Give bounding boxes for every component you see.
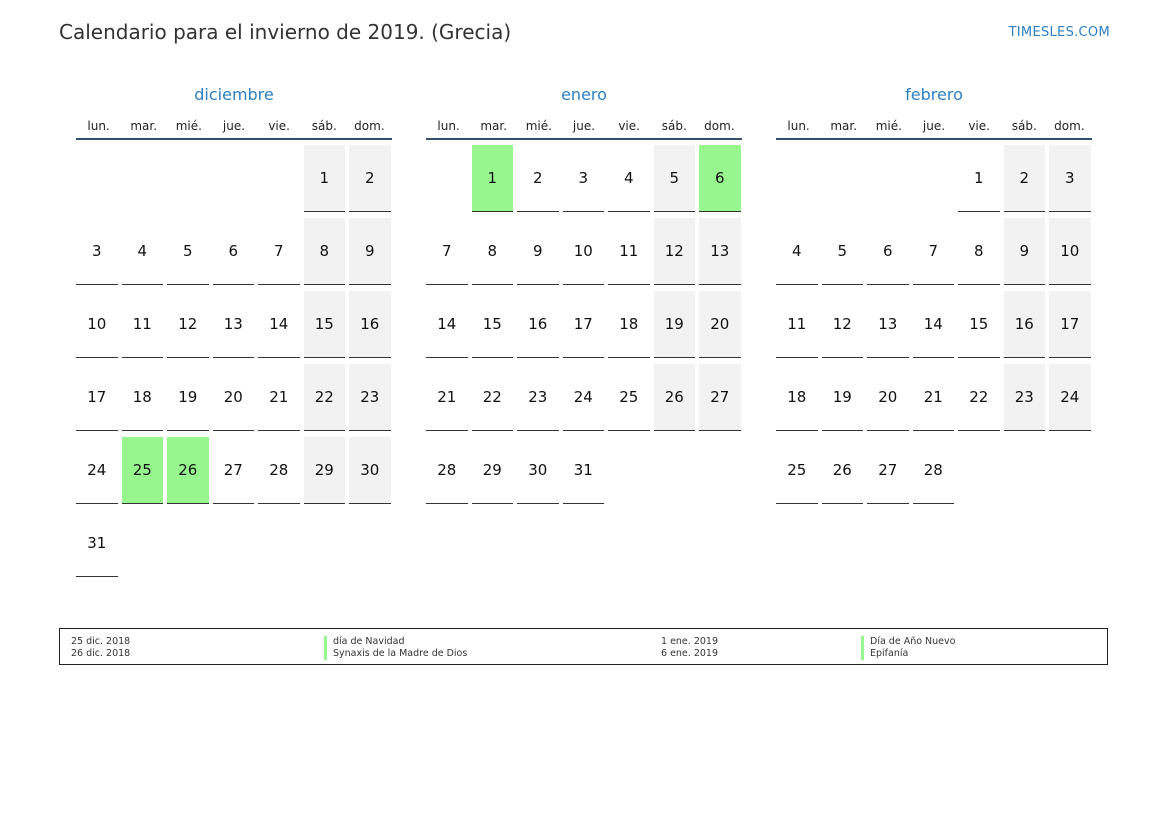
day-cell: 20 xyxy=(867,364,909,431)
days-grid xyxy=(76,140,392,577)
legend-holiday-name: día de Navidad xyxy=(324,636,467,648)
empty-cell xyxy=(867,145,909,212)
day-cell: 9 xyxy=(1004,218,1046,285)
day-cell: 13 xyxy=(699,218,741,285)
day-cell: 6 xyxy=(213,218,255,285)
month-calendar-december xyxy=(76,84,392,577)
day-cell: 4 xyxy=(608,145,650,212)
weekday-label: dom. xyxy=(354,119,385,133)
day-cell: 4 xyxy=(122,218,164,285)
day-cell: 22 xyxy=(958,364,1000,431)
weekday-label: sáb. xyxy=(311,119,337,133)
day-cell: 27 xyxy=(213,437,255,504)
legend-date: 6 ene. 2019 xyxy=(661,648,718,659)
day-cell: 19 xyxy=(167,364,209,431)
empty-cell xyxy=(776,145,818,212)
day-cell: 11 xyxy=(608,218,650,285)
day-cell: 18 xyxy=(122,364,164,431)
day-cell: 3 xyxy=(563,145,605,212)
day-cell: 12 xyxy=(822,291,864,358)
day-cell: 5 xyxy=(654,145,696,212)
weekday-label: mié. xyxy=(875,119,902,133)
legend-date: 26 dic. 2018 xyxy=(71,648,131,659)
day-cell: 9 xyxy=(517,218,559,285)
day-cell: 23 xyxy=(349,364,391,431)
day-cell: 19 xyxy=(822,364,864,431)
day-cell: 12 xyxy=(654,218,696,285)
day-cell: 6 xyxy=(867,218,909,285)
day-cell: 27 xyxy=(867,437,909,504)
month-name: diciembre xyxy=(194,85,274,104)
day-cell: 25 xyxy=(776,437,818,504)
day-cell: 15 xyxy=(958,291,1000,358)
day-cell: 28 xyxy=(426,437,468,504)
weekday-label: vie. xyxy=(968,119,990,133)
day-cell: 24 xyxy=(563,364,605,431)
day-cell: 11 xyxy=(122,291,164,358)
month-name: febrero xyxy=(905,85,963,104)
day-cell: 13 xyxy=(213,291,255,358)
day-cell: 18 xyxy=(608,291,650,358)
holiday-day-cell: 1 xyxy=(472,145,514,212)
day-cell: 27 xyxy=(699,364,741,431)
day-cell: 11 xyxy=(776,291,818,358)
legend-holiday-name: Epifanía xyxy=(861,648,955,660)
days-grid xyxy=(776,140,1092,504)
day-cell: 14 xyxy=(258,291,300,358)
day-cell: 28 xyxy=(913,437,955,504)
day-cell: 7 xyxy=(426,218,468,285)
day-cell: 23 xyxy=(1004,364,1046,431)
days-grid xyxy=(426,140,742,504)
day-cell: 8 xyxy=(958,218,1000,285)
day-cell: 22 xyxy=(472,364,514,431)
day-cell: 19 xyxy=(654,291,696,358)
empty-cell xyxy=(122,145,164,212)
weekday-label: lun. xyxy=(437,119,460,133)
day-cell: 17 xyxy=(1049,291,1091,358)
day-cell: 5 xyxy=(167,218,209,285)
weekday-label: vie. xyxy=(268,119,290,133)
day-cell: 2 xyxy=(1004,145,1046,212)
day-cell: 4 xyxy=(776,218,818,285)
day-cell: 16 xyxy=(517,291,559,358)
holiday-day-cell: 25 xyxy=(122,437,164,504)
day-cell: 24 xyxy=(76,437,118,504)
day-cell: 15 xyxy=(304,291,346,358)
month-calendar-january xyxy=(426,84,742,504)
day-cell: 25 xyxy=(608,364,650,431)
day-cell: 17 xyxy=(563,291,605,358)
page-title: Calendario para el invierno de 2019. (Grecia) xyxy=(59,20,512,44)
day-cell: 15 xyxy=(472,291,514,358)
day-cell: 30 xyxy=(517,437,559,504)
day-cell: 7 xyxy=(913,218,955,285)
day-cell: 20 xyxy=(699,291,741,358)
day-cell: 2 xyxy=(517,145,559,212)
empty-cell xyxy=(258,145,300,212)
day-cell: 17 xyxy=(76,364,118,431)
day-cell: 18 xyxy=(776,364,818,431)
day-cell: 9 xyxy=(349,218,391,285)
day-cell: 1 xyxy=(958,145,1000,212)
day-cell: 8 xyxy=(472,218,514,285)
day-cell: 30 xyxy=(349,437,391,504)
weekday-label: mar. xyxy=(480,119,508,133)
weekday-label: jue. xyxy=(922,119,946,133)
weekday-header xyxy=(776,114,1092,140)
weekday-label: mié. xyxy=(525,119,552,133)
empty-cell xyxy=(76,145,118,212)
weekday-label: lun. xyxy=(87,119,110,133)
day-cell: 16 xyxy=(349,291,391,358)
legend-names-right xyxy=(861,636,955,660)
legend-dates-left xyxy=(71,636,130,660)
site-link[interactable]: TIMESLES.COM xyxy=(1008,25,1110,40)
weekday-label: jue. xyxy=(222,119,246,133)
day-cell: 22 xyxy=(304,364,346,431)
weekday-label: mié. xyxy=(175,119,202,133)
holiday-day-cell: 6 xyxy=(699,145,741,212)
day-cell: 3 xyxy=(76,218,118,285)
weekday-label: lun. xyxy=(787,119,810,133)
month-name: enero xyxy=(561,85,607,104)
day-cell: 7 xyxy=(258,218,300,285)
day-cell: 24 xyxy=(1049,364,1091,431)
day-cell: 12 xyxy=(167,291,209,358)
weekday-label: vie. xyxy=(618,119,640,133)
day-cell: 14 xyxy=(913,291,955,358)
day-cell: 8 xyxy=(304,218,346,285)
weekday-label: mar. xyxy=(130,119,158,133)
empty-cell xyxy=(167,145,209,212)
day-cell: 20 xyxy=(213,364,255,431)
legend-date: 25 dic. 2018 xyxy=(71,636,131,647)
day-cell: 13 xyxy=(867,291,909,358)
empty-cell xyxy=(913,145,955,212)
day-cell: 3 xyxy=(1049,145,1091,212)
day-cell: 16 xyxy=(1004,291,1046,358)
day-cell: 21 xyxy=(426,364,468,431)
day-cell: 10 xyxy=(1049,218,1091,285)
day-cell: 29 xyxy=(472,437,514,504)
day-cell: 21 xyxy=(258,364,300,431)
day-cell: 26 xyxy=(654,364,696,431)
day-cell: 31 xyxy=(76,510,118,577)
weekday-label: dom. xyxy=(704,119,735,133)
day-cell: 26 xyxy=(822,437,864,504)
day-cell: 1 xyxy=(304,145,346,212)
day-cell: 29 xyxy=(304,437,346,504)
holiday-day-cell: 26 xyxy=(167,437,209,504)
empty-cell xyxy=(822,145,864,212)
legend-holiday-name: Synaxis de la Madre de Dios xyxy=(324,648,467,660)
day-cell: 14 xyxy=(426,291,468,358)
day-cell: 10 xyxy=(563,218,605,285)
day-cell: 23 xyxy=(517,364,559,431)
legend-names-left xyxy=(324,636,467,660)
empty-cell xyxy=(213,145,255,212)
weekday-label: sáb. xyxy=(1011,119,1037,133)
weekday-label: dom. xyxy=(1054,119,1085,133)
empty-cell xyxy=(426,145,468,212)
day-cell: 28 xyxy=(258,437,300,504)
weekday-header xyxy=(426,114,742,140)
day-cell: 21 xyxy=(913,364,955,431)
day-cell: 5 xyxy=(822,218,864,285)
day-cell: 31 xyxy=(563,437,605,504)
day-cell: 10 xyxy=(76,291,118,358)
weekday-label: sáb. xyxy=(661,119,687,133)
weekday-label: mar. xyxy=(830,119,858,133)
day-cell: 2 xyxy=(349,145,391,212)
legend-date: 1 ene. 2019 xyxy=(661,636,718,647)
month-calendar-february xyxy=(776,84,1092,504)
legend-dates-right xyxy=(661,636,718,660)
weekday-label: jue. xyxy=(572,119,596,133)
holiday-legend xyxy=(59,628,1108,665)
legend-holiday-name: Día de Año Nuevo xyxy=(861,636,955,648)
weekday-header xyxy=(76,114,392,140)
